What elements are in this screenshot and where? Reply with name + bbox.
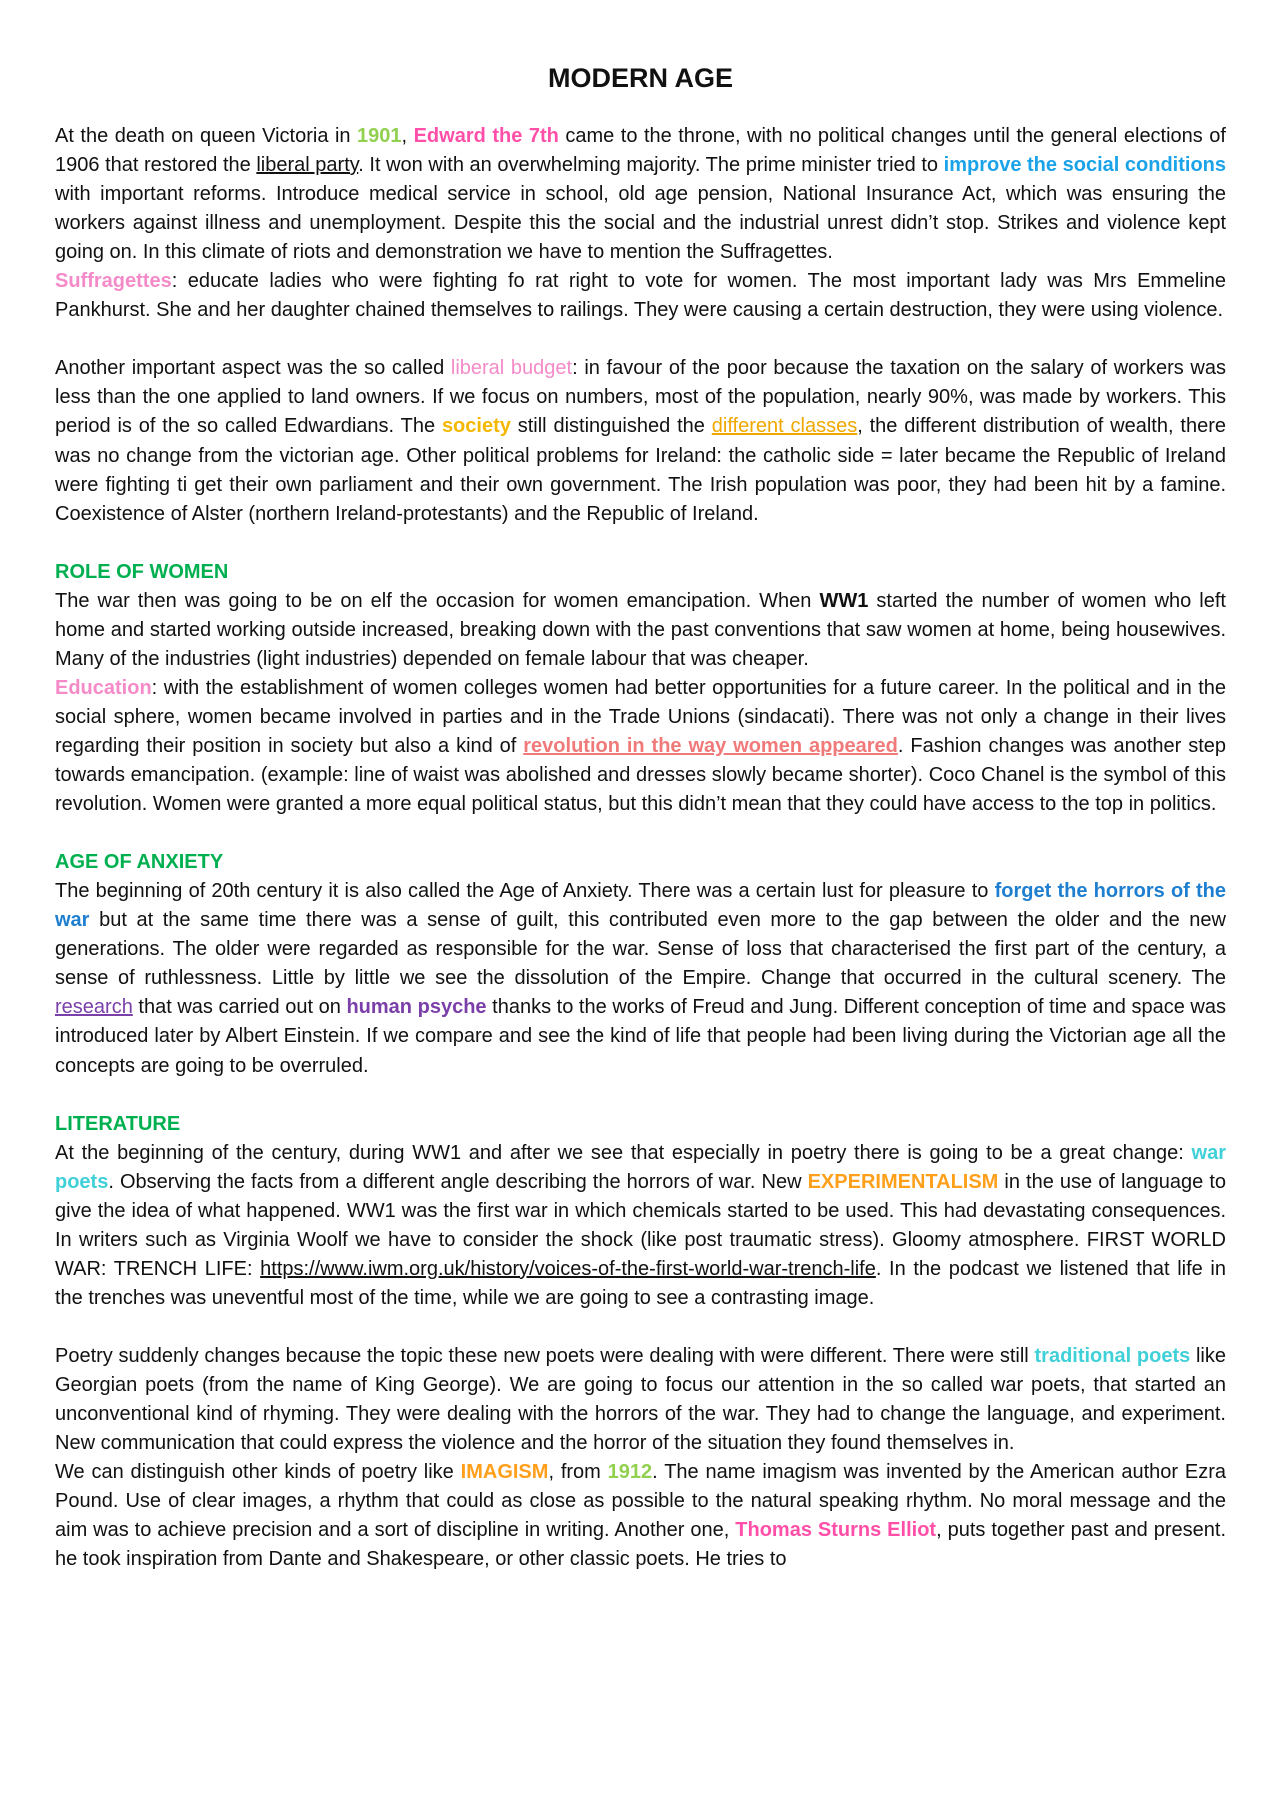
text: , from xyxy=(548,1461,608,1484)
term-suffragettes: Suffragettes xyxy=(55,270,172,293)
spacer xyxy=(55,819,1226,848)
text: with important reforms. Introduce medical service in school, old age pension, National Insurance Act, which was ensuring the workers against illness and unemployment. Despite this the social and the industrial unrest didn’t stop. Strikes and violence kept going on. In this climate of riots and demonstration we have to mention the Suffragettes. xyxy=(55,183,1226,264)
highlight-traditional-poets: traditional poets xyxy=(1034,1344,1191,1367)
text: but at the same time there was a sense of guilt, this contributed even more to the gap between the older and the new generations. The older were regarded as responsible for the war. Sense of loss that characterised the first part of the century, a sense of ruthlessness. Little by little we see the dissolution of the Empire. Change that occurred in the cultural scenery. The xyxy=(55,909,1226,990)
text: We can distinguish other kinds of poetry like xyxy=(55,1461,461,1484)
text: Another important aspect was the so called xyxy=(55,357,451,380)
page-title: MODERN AGE xyxy=(547,63,733,93)
highlight-imagism: IMAGISM xyxy=(460,1461,549,1484)
paragraph-budget xyxy=(55,354,1226,528)
paragraph-anxiety xyxy=(55,877,1226,1080)
text: came to the throne, with no political changes until the general elections of 1906 that restored the xyxy=(55,125,1226,177)
link-research[interactable]: research xyxy=(55,996,133,1019)
paragraph-poetry xyxy=(55,1342,1226,1458)
text: , puts together past and present. he took inspiration from Dante and Shakespeare, or other classic poets. He tries to xyxy=(55,1519,1226,1571)
text: The beginning of 20th century it is also called the Age of Anxiety. There was a certain lust for pleasure to xyxy=(55,880,995,903)
text: . In the podcast we listened that life in the trenches was uneventful most of the time, while we are going to see a contrasting image. xyxy=(55,1257,1226,1309)
spacer xyxy=(55,529,1226,558)
text: . Observing the facts from a different angle describing the horrors of war. New xyxy=(108,1170,808,1193)
highlight-liberal-budget: liberal budget xyxy=(450,357,573,380)
heading-role-of-women: ROLE OF WOMEN xyxy=(55,560,229,583)
text: At the death on queen Victoria in xyxy=(55,125,358,147)
highlight-human-psyche: human psyche xyxy=(346,996,487,1019)
highlight-ww1: WW1 xyxy=(819,589,869,612)
highlight-eliot: Thomas Sturns Elliot xyxy=(735,1519,937,1542)
highlight-war-poets: war poets xyxy=(55,1141,1226,1193)
highlight-society: society xyxy=(441,415,511,438)
text: : educate ladies who were fighting fo rat right to vote for women. The most important lady was Mrs Emmeline Pankhurst. She and her daughter chained themselves to railings. They were causing a certain destruction, they were using violence. xyxy=(55,270,1226,322)
text: still distinguished the xyxy=(510,415,712,438)
paragraph-suffragettes xyxy=(55,267,1226,325)
text: started the number of women who left home and started working outside increased, breaking down with the past conventions that saw women at home, being housewives. Many of the industries (light industries) depended on female labour that was cheaper. xyxy=(55,589,1226,670)
link-revolution[interactable]: revolution in the way women appeared xyxy=(523,734,898,757)
highlight-forget: forget the horrors of the war xyxy=(55,880,1226,932)
paragraph-intro xyxy=(55,122,1226,267)
text: , xyxy=(401,125,414,147)
text: . It won with an overwhelming majority. The prime minister tried to xyxy=(358,154,944,177)
heading-age-of-anxiety: AGE OF ANXIETY xyxy=(55,851,224,874)
paragraph-education xyxy=(55,674,1226,819)
spacer xyxy=(55,325,1226,354)
text: . The name imagism was invented by the American author Ezra Pound. Use of clear images, a rhythm that could as close as possible to the natural speaking rhythm. No moral message and the aim was to achieve precision and a sort of discipline in writing. Another one, xyxy=(55,1461,1227,1542)
highlight-experimentalism: EXPERIMENTALISM xyxy=(807,1170,999,1193)
text: that was carried out on xyxy=(132,996,347,1019)
link-iwm-url[interactable]: https://www.iwm.org.uk/history/voices-of-the-first-world-war-trench-life xyxy=(260,1257,876,1280)
spacer xyxy=(55,1081,1226,1110)
text: in the use of language to give the idea of what happened. WW1 was the first war in which chemicals started to be used. This had devastating consequences. In writers such as Virginia Woolf we have to consider the shock (like post traumatic stress). Gloomy atmosphere. FIRST WORLD WAR: TRENCH LIFE: xyxy=(55,1170,1227,1280)
highlight-year: 1901 xyxy=(357,125,402,147)
text: , the different distribution of wealth, there was no change from the victorian age. Other political problems for Ireland: the catholic side = later became the Republic of Ireland were fighting ti get their own parliament and their own government. The Irish population was poor, they had been hit by a famine. Coexistence of Alster (northern Ireland-protestants) and the Republic of Ireland. xyxy=(55,415,1226,525)
underlined-liberal-party: liberal party xyxy=(256,154,359,177)
term-education: Education xyxy=(55,676,152,699)
text: like Georgian poets (from the name of King George). We are going to focus our attention in the so called war poets, that started an unconventional kind of rhyming. They were dealing with the horrors of the war. They had to change the language, and experiment. New communication that could express the violence and the horror of the situation they found themselves in. xyxy=(55,1344,1226,1455)
text: Poetry suddenly changes because the topic these new poets were dealing with were different. There were still xyxy=(55,1344,1035,1367)
paragraph-women xyxy=(55,587,1226,674)
text: : in favour of the poor because the taxation on the salary of workers was less than the one applied to land owners. If we focus on numbers, most of the population, nearly 90%, was made by workers. This period is of the so called Edwardians. The xyxy=(55,357,1226,438)
highlight-year-1912: 1912 xyxy=(607,1461,653,1484)
paragraph-literature xyxy=(55,1139,1226,1313)
highlight-improve: improve the social conditions xyxy=(943,154,1226,177)
paragraph-imagism xyxy=(55,1458,1226,1574)
spacer xyxy=(55,1313,1226,1342)
link-different-classes[interactable]: different classes xyxy=(711,415,858,438)
text: The war then was going to be on elf the occasion for women emancipation. When xyxy=(55,589,820,612)
highlight-king: Edward the 7th xyxy=(413,125,559,147)
text: thanks to the works of Freud and Jung. Different conception of time and space was introduced later by Albert Einstein. If we compare and see the kind of life that people had been living during the Victorian age all the concepts are going to be overruled. xyxy=(55,996,1226,1077)
text: : with the establishment of women colleges women had better opportunities for a future career. In the political and in the social sphere, women became involved in parties and in the Trade Unions (sindacati). There was not only a change in their lives regarding their position in society but also a kind of xyxy=(55,676,1226,757)
text: . Fashion changes was another step towards emancipation. (example: line of waist was abolished and dresses slowly became shorter). Coco Chanel is the symbol of this revolution. Women were granted a more equal political status, but this didn’t mean that they could have access to the top in politics. xyxy=(55,734,1226,816)
text: At the beginning of the century, during WW1 and after we see that especially in poetry there is going to be a great change: xyxy=(55,1141,1192,1164)
heading-literature: LITERATURE xyxy=(55,1112,181,1135)
